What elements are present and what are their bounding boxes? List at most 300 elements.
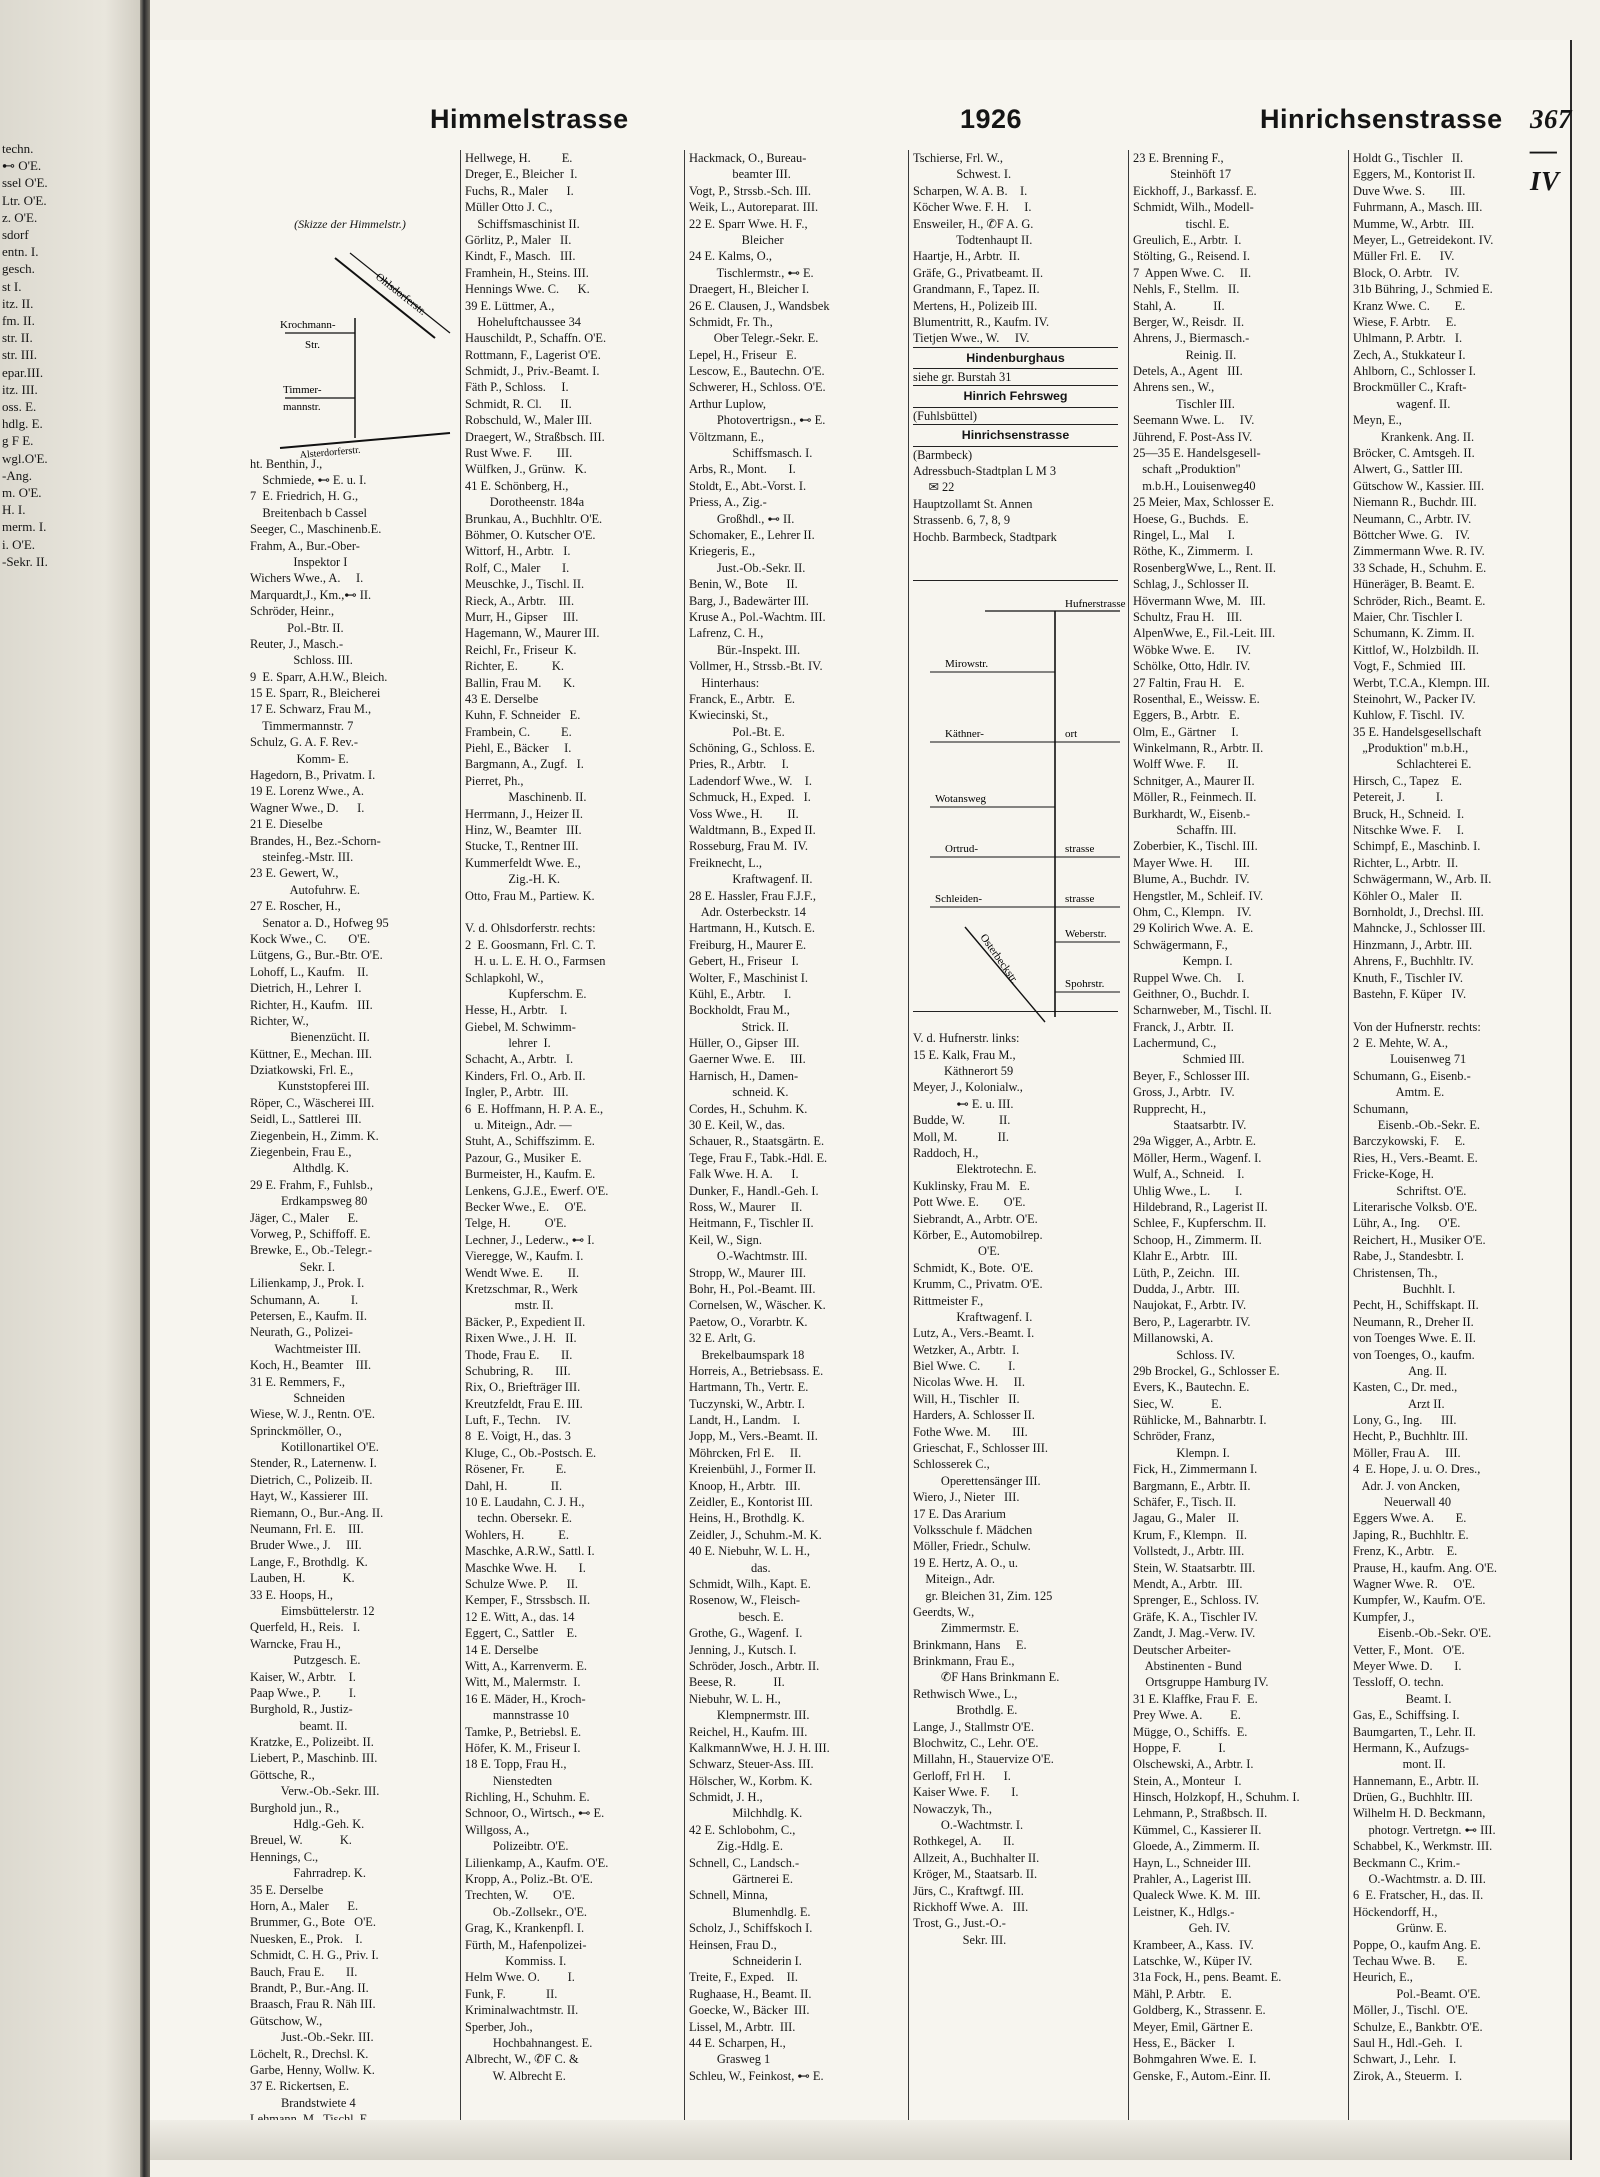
adjacent-page-line: Ltr. O'E. [2, 192, 47, 208]
directory-entry: Hirsch, C., Tapez E. [1353, 773, 1463, 788]
directory-entry: 2 E. Goosmann, Frl. C. T. [465, 937, 596, 952]
directory-entry: Wichers Wwe., A. I. [250, 571, 364, 586]
directory-entry: ht. Benthin, J., [250, 456, 323, 471]
directory-entry: Robschuld, W., Maler III. [465, 413, 592, 428]
directory-entry: Naujokat, F., Arbtr. IV. [1133, 1298, 1247, 1313]
directory-entry: Paetow, O., Vorarbtr. K. [689, 1314, 808, 1329]
directory-entry: Japing, R., Buchhltr. E. [1353, 1527, 1469, 1542]
directory-entry: Rittmeister F., [913, 1293, 984, 1308]
directory-entry: Lohoff, L., Kaufm. II. [250, 964, 369, 979]
directory-entry: Ohm, C., Klempn. IV. [1133, 904, 1252, 919]
directory-entry: Schmied III. [1133, 1052, 1245, 1067]
directory-entry: Schnitger, A., Maurer II. [1133, 773, 1255, 788]
directory-entry: Maschke Wwe. H. I. [465, 1560, 586, 1575]
directory-entry: 28 E. Hassler, Frau F.J.F., [689, 888, 816, 903]
directory-entry: Zimmermstr. E. [913, 1621, 1019, 1636]
directory-entry: Winkelmann, R., Arbtr. II. [1133, 741, 1264, 756]
directory-entry: Uhlig Wwe., L. I. [1133, 1183, 1243, 1198]
directory-entry: Ross, W., Maurer II. [689, 1200, 803, 1214]
directory-entry: Zig.-Hdlg. E. [689, 1839, 783, 1854]
directory-entry: Kittlof, W., Holzbildh. II. [1353, 642, 1479, 657]
directory-entry: 23 E. Brenning F., [1133, 151, 1224, 165]
directory-entry: Schumann, A. I. [250, 1292, 359, 1307]
directory-entry: Brunkau, A., Buchhltr. O'E. [465, 511, 603, 526]
directory-entry: Hennings Wwe. C. K. [465, 282, 590, 297]
directory-entry: von Toenges Wwe. E. II. [1353, 1331, 1476, 1346]
directory-entry: Lilienkamp, A., Kaufm. O'E. [465, 1855, 609, 1870]
directory-entry: Blume, A., Buchdr. IV. [1133, 872, 1250, 887]
directory-entry: 7 Appen Wwe. C. II. [1133, 265, 1252, 280]
directory-entry: Budde, W. II. [913, 1113, 1011, 1128]
directory-entry: Hesse, H., Arbtr. I. [465, 1003, 568, 1018]
directory-entry: Heins, H., Brothdlg. K. [689, 1511, 805, 1526]
directory-entry: von Toenges, O., kaufm. [1353, 1347, 1475, 1362]
directory-entry: 17 E. Schwarz, Frau M., [250, 702, 372, 717]
directory-entry: Rottmann, F., Lagerist O'E. [465, 347, 601, 362]
directory-entry: Lilienkamp, J., Prok. I. [250, 1276, 365, 1291]
directory-entry: Meyer, Emil, Gärtner E. [1133, 2019, 1253, 2034]
directory-entry: Zoberbier, K., Tischl. III. [1133, 839, 1258, 854]
adjacent-page-line: merm. I. [2, 519, 47, 535]
directory-entry: Poppe, O., kaufm Ang. E. [1353, 1937, 1481, 1952]
directory-entry: Schlapkohl, W., [465, 970, 544, 985]
sketch-label-mannstr: mannstr. [282, 401, 321, 414]
directory-entry: Krumm, C., Privatm. O'E. [913, 1277, 1043, 1292]
directory-entry: Ingler, P., Arbtr. III. [465, 1085, 569, 1100]
header-year: 1926 [960, 104, 1023, 134]
adjacent-page-line: wgl.O'E. [2, 450, 48, 466]
directory-entry: Operettensänger III. [913, 1473, 1041, 1488]
directory-entry: Moll, M. II. [913, 1129, 1010, 1144]
directory-entry: Richter, L., Arbtr. II. [1353, 855, 1459, 870]
directory-entry: Garbe, Henny, Wollw. K. [250, 2062, 375, 2077]
directory-entry: Schnell, Minna, [689, 1888, 768, 1903]
directory-entry: Krum, F., Klempn. II. [1133, 1527, 1247, 1542]
directory-entry: Draegert, H., Bleicher I. [689, 282, 810, 297]
header-street-right: Hinrichsenstrasse [1260, 104, 1503, 134]
column-5 [1128, 150, 1338, 2130]
directory-entry: Falk Wwe. H. A. I. [689, 1167, 799, 1182]
map-label: Schleiden- [935, 893, 983, 906]
directory-entry: Kriminalwachtmstr. II. [465, 2003, 579, 2018]
directory-entry: Lony, G., Ing. III. [1353, 1413, 1457, 1428]
directory-entry: Goecke, W., Bäcker III. [689, 2003, 810, 2018]
directory-entry: Richter, E. K. [465, 659, 564, 674]
directory-entry: Harders, A. Schlosser II. [913, 1408, 1035, 1423]
directory-entry: Autofuhrw. E. [250, 882, 361, 897]
adjacent-page-line: i. O'E. [2, 536, 36, 552]
directory-entry: Schimpf, E., Maschinb. I. [1353, 839, 1481, 854]
directory-entry: Keil, W., Sign. [689, 1232, 762, 1247]
directory-entry: Lange, F., Brothdlg. K. [250, 1554, 368, 1569]
directory-entry: Reichert, H., Musiker O'E. [1353, 1232, 1486, 1247]
directory-entry: Brandstwiete 4 [250, 2095, 356, 2110]
directory-entry: Schmidt, K., Bote. O'E. [913, 1260, 1034, 1275]
directory-entry: 40 E. Niebuhr, W. L. H., [689, 1544, 810, 1559]
directory-entry: Müller Otto J. C., [465, 200, 553, 215]
directory-entry: Lütgens, G., Bur.-Btr. O'E. [250, 948, 383, 963]
directory-entry: Siec, W. E. [1133, 1396, 1222, 1411]
directory-entry: Pecht, H., Schiffskapt. II. [1353, 1298, 1479, 1313]
directory-entry: Meyer, L., Getreidekont. IV. [1353, 232, 1494, 247]
map-label: Käthner- [945, 728, 985, 741]
directory-entry: Willgoss, A., [465, 1822, 530, 1837]
directory-entry: Hochb. Barmbeck, Stadtpark [913, 529, 1057, 544]
directory-entry: 8 E. Voigt, H., das. 3 [465, 1429, 571, 1444]
directory-entry: Schloss. IV. [1133, 1347, 1236, 1362]
directory-entry: Schwest. I. [913, 167, 1012, 182]
directory-entry: Wohlers, H. E. [465, 1527, 569, 1542]
directory-entry: Saul H., Hdl.-Geh. I. [1353, 2035, 1463, 2050]
directory-entry: Dahl, H. II. [465, 1478, 563, 1493]
directory-entry: Sprenger, E., Schloss. IV. [1133, 1593, 1259, 1608]
directory-entry: 31 E. Remmers, F., [250, 1374, 346, 1389]
directory-entry: Photovertrigsn., ⊷ E. [689, 413, 826, 428]
directory-entry: Klempn. I. [1133, 1445, 1230, 1460]
directory-entry: Schmidt, J. H., [689, 1790, 763, 1805]
map-label: Wotansweg [935, 793, 987, 806]
directory-entry: Prahler, A., Lagerist III. [1133, 1872, 1252, 1887]
directory-entry: Strick. II. [689, 1019, 789, 1034]
directory-entry: Hildebrand, R., Lagerist II. [1133, 1200, 1268, 1214]
directory-entry [465, 904, 674, 920]
adjacent-page-line: st I. [2, 278, 22, 294]
map-label: Ortrud- [945, 843, 979, 856]
directory-entry: Knoop, H., Arbtr. III. [689, 1478, 801, 1493]
directory-entry: Qualeck Wwe. K. M. III. [1133, 1888, 1261, 1903]
directory-entry: Bastehn, F. Küper IV. [1353, 986, 1467, 1001]
directory-entry: Krankenk. Ang. II. [1353, 429, 1475, 444]
directory-entry: 6 E. Hoffmann, H. P. A. E., [465, 1101, 604, 1116]
directory-entry: Fricke-Koge, H. [1353, 1167, 1434, 1182]
directory-entry: Von der Hufnerstr. rechts: [1353, 1019, 1481, 1034]
directory-entry: Treite, F., Exped. II. [689, 1970, 799, 1985]
directory-entry: Schlag, J., Schlosser II. [1133, 577, 1249, 592]
directory-entry: Fürth, M., Hafenpolizei- [465, 1937, 587, 1952]
directory-entry: Wülfken, J., Grünw. K. [465, 462, 587, 477]
directory-entry: Schacht, A., Arbtr. I. [465, 1052, 574, 1067]
directory-entry: Raddoch, H., [913, 1145, 979, 1160]
directory-entry: Klahr E., Arbtr. III. [1133, 1249, 1238, 1264]
directory-entry: Trechten, W. O'E. [465, 1888, 575, 1903]
sketch-label-str: Str. [304, 339, 320, 352]
directory-entry: 33 E. Hoops, H., [250, 1587, 333, 1602]
directory-entry: Löchelt, R., Drechsl. K. [250, 2046, 369, 2061]
directory-entry: das. [689, 1560, 771, 1575]
section-heading: Hindenburghaus [913, 347, 1118, 369]
book-fold [140, 0, 150, 2177]
directory-entry: Lepel, H., Friseur E. [689, 347, 797, 362]
directory-entry: AlpenWwe, E., Fil.-Leit. III. [1133, 626, 1276, 641]
directory-entry: ✉ 22 [913, 480, 955, 495]
directory-entry: Sprinckmöller, O., [250, 1423, 342, 1438]
adjacent-page-line: sdorf [2, 227, 29, 243]
directory-entry: Senator a. D., Hofweg 95 [250, 915, 389, 930]
directory-entry: 35 E. Derselbe [250, 1882, 324, 1897]
directory-entry: Techau Wwe. B. E. [1353, 1953, 1468, 1968]
directory-entry: Braasch, Frau R. Näh III. [250, 1997, 376, 2012]
directory-entry: Eggers, B., Arbtr. E. [1133, 708, 1240, 723]
directory-entry: Grag, K., Krankenpfl. I. [465, 1921, 585, 1936]
adjacent-page-line: z. O'E. [2, 209, 38, 225]
directory-entry: Dreger, E., Bleicher I. [465, 167, 578, 182]
directory-entry: Lutz, A., Vers.-Beamt. I. [913, 1326, 1035, 1341]
directory-entry: Rust Wwe. F. III. [465, 446, 573, 461]
directory-entry: Schnell, C., Landsch.- [689, 1855, 800, 1870]
directory-entry: Wulf, A., Schneid. I. [1133, 1167, 1245, 1182]
directory-entry: Komm- E. [250, 751, 349, 766]
sketch-caption: (Skizze der Himmelstr.) [294, 216, 406, 231]
directory-entry: siehe gr. Burstah 31 [913, 370, 1012, 385]
directory-entry: Marquardt,J., Km.,⊷ II. [250, 587, 372, 602]
directory-entry: Wagner Wwe., D. I. [250, 800, 365, 815]
directory-entry: KalkmannWwe, H. J. H. III. [689, 1740, 830, 1755]
adjacent-page-line: -Sekr. II. [2, 553, 48, 569]
directory-entry: Brinkmann, Hans E. [913, 1637, 1027, 1652]
directory-entry: 16 E. Mäder, H., Kroch- [465, 1691, 586, 1706]
directory-entry: Strassenb. 6, 7, 8, 9 [913, 513, 1011, 528]
directory-entry: Schubring, R. III. [465, 1363, 571, 1378]
directory-entry: Piehl, E., Bäcker I. [465, 741, 572, 756]
street-sketch [250, 183, 450, 462]
directory-entry: Bockholdt, Frau M., [689, 1003, 790, 1018]
directory-entry: Christensen, Th., [1353, 1265, 1438, 1280]
directory-entry: Richling, H., Schuhm. E. [465, 1790, 590, 1805]
directory-entry: Hüller, O., Gipser III. [689, 1036, 800, 1051]
directory-entry: Hoese, G., Buchds. E. [1133, 511, 1249, 526]
directory-entry: Inspektor I [250, 554, 348, 569]
directory-entry: Milchhdlg. K. [689, 1806, 803, 1821]
directory-entry: 19 E. Hertz, A. O., u. [913, 1555, 1018, 1570]
directory-entry: Rosseburg, Frau M. IV. [689, 839, 808, 854]
directory-entry: Stropp, W., Maurer III. [689, 1265, 807, 1280]
directory-entry: Hinsch, Holzkopf, H., Schuhm. I. [1133, 1790, 1300, 1805]
directory-entry: Ahrens, J., Biermasch.- [1133, 331, 1250, 346]
directory-entry: Gas, E., Schiffsing. I. [1353, 1708, 1460, 1723]
directory-entry: Bienenzücht. II. [250, 1030, 370, 1045]
directory-entry: Zeidler, J., Schuhm.-M. K. [689, 1527, 822, 1542]
directory-entry: Schmiede, ⊷ E. u. I. [250, 473, 367, 488]
directory-entry: mstr. II. [465, 1298, 554, 1313]
directory-entry: Goldberg, K., Strassenr. E. [1133, 2003, 1266, 2018]
directory-entry: Hartmann, H., Kutsch. E. [689, 921, 815, 936]
directory-entry: Elektrotechn. E. [913, 1162, 1037, 1177]
directory-entry: Gräfe, G., Privatbeamt. II. [913, 265, 1044, 280]
directory-entry: 27 Faltin, Frau H. E. [1133, 675, 1245, 690]
directory-entry: Sekr. III. [913, 1932, 1007, 1947]
directory-entry: Vollstedt, J., Arbtr. III. [1133, 1544, 1245, 1559]
directory-entry: Geithner, O., Buchdr. I. [1133, 986, 1250, 1001]
directory-entry: Schneiderin I. [689, 1953, 802, 1968]
directory-entry: Genske, F., Autom.-Einr. II. [1133, 2068, 1271, 2083]
directory-entry: Seidl, L., Sattlerei III. [250, 1112, 362, 1127]
directory-entry: Pol.-Beamt. O'E. [1353, 1986, 1481, 2001]
directory-entry: Luft, F., Techn. IV. [465, 1413, 571, 1428]
directory-entry: Kinders, Frl. O., Arb. II. [465, 1068, 586, 1083]
directory-entry: Adressbuch-Stadtplan L M 3 [913, 464, 1057, 479]
directory-entry: Brummer, G., Bote O'E. [250, 1915, 376, 1930]
directory-entry: Ang. II. [1353, 1363, 1447, 1378]
directory-entry: Kunststopferei III. [250, 1079, 370, 1094]
directory-entry: Hinzmann, J., Arbtr. III. [1353, 937, 1473, 952]
directory-entry: Mendt, A., Arbtr. III. [1133, 1576, 1243, 1591]
directory-entry: 22 E. Sparr Wwe. H. F., [689, 216, 808, 231]
directory-entry: Bauch, Frau E. II. [250, 1964, 358, 1979]
directory-entry: Nitschke Wwe. F. I. [1353, 823, 1464, 838]
directory-entry: Miteign., Adr. [913, 1572, 995, 1587]
directory-entry: schneid. K. [689, 1085, 789, 1100]
directory-entry: Arbs, R., Mont. I. [689, 462, 796, 477]
directory-entry: Bruck, H., Schneid. I. [1353, 806, 1465, 821]
directory-entry: Hess, E., Bäcker I. [1133, 2035, 1235, 2050]
directory-entry: Eisenb.-Ob.-Sekr. O'E. [1353, 1626, 1492, 1641]
directory-entry: Maschinenb. II. [465, 790, 587, 805]
directory-entry: Voss Wwe., H. II. [689, 806, 799, 821]
adjacent-page-line: m. O'E. [2, 485, 42, 501]
directory-entry: Hennings, C., [250, 1849, 319, 1864]
directory-entry: Burkhardt, W., Eisenb.- [1133, 806, 1251, 821]
directory-entry: Kindt, F., Masch. III. [465, 249, 576, 264]
directory-entry: Olm, E., Gärtner I. [1133, 724, 1239, 739]
directory-entry: Gloede, A., Zimmerm. II. [1133, 1839, 1260, 1854]
directory-entry: Rolf, C., Maler I. [465, 560, 570, 575]
directory-entry: Ruppel Wwe. Ch. I. [1133, 970, 1245, 985]
directory-entry: Scharpen, W. A. B. I. [913, 183, 1028, 198]
directory-entry: Otto, Frau M., Partiew. K. [465, 888, 595, 903]
directory-entry: Schröder, Heinr., [250, 604, 335, 619]
adjacent-page-line: ⊷ O'E. [2, 158, 42, 174]
directory-entry: Bäcker, P., Expedient II. [465, 1314, 586, 1329]
directory-entry: Schwarz, Steuer-Ass. III. [689, 1757, 814, 1772]
adjacent-page-line: str. II. [2, 330, 33, 346]
directory-entry: Vetter, F., Mont. O'E. [1353, 1642, 1465, 1657]
directory-entry: 26 E. Clausen, J., Wandsbek [689, 298, 830, 313]
directory-entry: Ries, H., Vers.-Beamt. E. [1353, 1150, 1478, 1165]
directory-entry: Pol.-Btr. II. [250, 620, 344, 635]
directory-entry: mannstrasse 10 [465, 1708, 569, 1723]
directory-entry: Steinohrt, W., Packer IV. [1353, 691, 1476, 706]
directory-entry: 4 E. Hope, J. u. O. Dres., [1353, 1462, 1481, 1477]
directory-entry: Ballin, Frau M. K. [465, 675, 576, 690]
directory-entry: Schoop, H., Zimmerm. II. [1133, 1232, 1262, 1247]
directory-entry: 35 E. Handelsgesellschaft [1353, 724, 1482, 739]
directory-entry: Lühr, A., Ing. O'E. [1353, 1216, 1461, 1231]
directory-entry: V. d. Ohlsdorferstr. rechts: [465, 921, 596, 936]
directory-entry: Lange, J., Stallmstr O'E. [913, 1719, 1034, 1734]
directory-entry: Ahlborn, C., Schlosser I. [1353, 364, 1476, 379]
directory-entry: Tessloff, O. techn. [1353, 1675, 1444, 1690]
street-map [913, 580, 1126, 1012]
directory-entry: Rösener, Fr. E. [465, 1462, 567, 1477]
directory-entry: Ahrens, F., Buchhltr. IV. [1353, 954, 1474, 969]
directory-columns [250, 150, 1570, 2130]
directory-entry: Mahncke, J., Schlosser III. [1353, 921, 1486, 936]
directory-entry: Wiero, J., Nieter III. [913, 1490, 1020, 1505]
directory-entry: 32 E. Arlt, G. [689, 1331, 756, 1346]
directory-entry: Millahn, H., Stauervize O'E. [913, 1752, 1054, 1767]
directory-entry: V. d. Hufnerstr. links: [913, 1031, 1020, 1046]
directory-entry: Knuth, F., Tischler IV. [1353, 970, 1463, 985]
directory-entry: Millanowski, A. [1133, 1331, 1214, 1346]
directory-entry: Warncke, Frau H., [250, 1636, 341, 1651]
directory-entry: Detels, A., Agent III. [1133, 364, 1243, 379]
directory-entry: Dietrich, H., Lehrer I. [250, 981, 362, 996]
directory-entry: Brockmüller C., Kraft- [1353, 380, 1467, 395]
directory-entry: Möller, Frau A. III. [1353, 1445, 1461, 1460]
directory-entry: Hellwege, H. E. [465, 151, 573, 165]
map-label: Weberstr. [1065, 928, 1107, 941]
directory-entry: Dudda, J., Arbtr. III. [1133, 1281, 1240, 1296]
directory-entry: W. Albrecht E. [465, 2068, 566, 2083]
header-street-left: Himmelstrasse [430, 104, 629, 134]
directory-entry: Trost, G., Just.-O.- [913, 1916, 1006, 1931]
sketch-label-alsterdorferstr: Alsterdorferstr. [299, 445, 361, 462]
directory-entry: Hayt, W., Kassierer III. [250, 1489, 369, 1504]
directory-entry: Zimmermann Wwe. R. IV. [1353, 544, 1485, 559]
directory-entry: Schwägermann, F., [1133, 937, 1228, 952]
directory-entry: Rosenow, W., Fleisch- [689, 1593, 801, 1608]
directory-entry: Kumpfer, J., [1353, 1609, 1415, 1624]
directory-entry: Vorweg, P., Schiffoff. E. [250, 1226, 371, 1241]
directory-entry: Kraftwagenf. I. [913, 1309, 1033, 1324]
directory-entry: Röper, C., Wäscherei III. [250, 1095, 375, 1110]
directory-entry: Staatsarbtr. IV. [1133, 1118, 1247, 1133]
directory-entry: Schwägermann, W., Arb. II. [1353, 872, 1492, 887]
directory-entry: RosenbergWwe, L., Rent. II. [1133, 560, 1276, 575]
directory-entry: Beamt. I. [1353, 1691, 1452, 1706]
directory-entry: Tuczynski, W., Arbtr. I. [689, 1396, 805, 1411]
directory-entry: 39 E. Lüttmer, A., [465, 298, 555, 313]
sketch-label-ohlsdorferstr: Ohlsdorferstr. [372, 271, 429, 319]
directory-entry: Witt, M., Malermstr. I. [465, 1675, 581, 1690]
directory-entry: Priess, A., Zig.- [689, 495, 767, 510]
directory-entry: Schnoor, O., Wirtsch., ⊷ E. [465, 1806, 605, 1821]
directory-entry: Hartmann, Th., Vertr. E. [689, 1380, 809, 1395]
directory-entry: Geh. IV. [1133, 1921, 1231, 1936]
directory-entry: Kwiecinski, St., [689, 708, 769, 723]
directory-entry: Pol.-Bt. E. [689, 724, 785, 739]
header-page-number: 367—IV [1530, 104, 1572, 196]
directory-entry: Ob.-Zollsekr., O'E. [465, 1904, 587, 1919]
directory-entry: Burghold jun., R., [250, 1800, 340, 1815]
directory-entry: Grandmann, F., Tapez. II. [913, 282, 1040, 297]
directory-entry: Tischlermstr., ⊷ E. [689, 265, 814, 280]
directory-entry: Lescow, E., Bautechn. O'E. [689, 364, 825, 379]
column-2 [460, 150, 674, 2130]
directory-entry: Köcher Wwe. F. H. I. [913, 200, 1032, 215]
directory-entry: Freiburg, H., Maurer E. [689, 937, 807, 952]
adjacent-page-line: fm. II. [2, 313, 35, 329]
directory-entry: 29 Kolirich Wwe. A. E. [1133, 921, 1254, 936]
directory-entry: Schriftst. O'E. [1353, 1183, 1467, 1198]
directory-entry: Kupferschm. E. [465, 986, 587, 1001]
directory-entry: Fick, H., Zimmermann I. [1133, 1462, 1258, 1477]
directory-entry: Just.-Ob.-Sekr. II. [689, 560, 806, 575]
directory-entry: Literarische Volksb. O'E. [1353, 1200, 1478, 1214]
directory-entry: Berger, W., Reisdr. II. [1133, 314, 1245, 329]
directory-entry: Hoppe, F. I. [1133, 1740, 1226, 1755]
directory-entry: 25 Meier, Max, Schlosser E. [1133, 495, 1274, 510]
directory-entry: Eisenb.-Ob.-Sekr. E. [1353, 1118, 1480, 1133]
directory-entry: Wetzker, A., Arbtr. I. [913, 1342, 1020, 1357]
directory-entry: Jenning, J., Kutsch. I. [689, 1642, 797, 1657]
directory-entry: Kruse A., Pol.-Wachtm. III. [689, 609, 826, 624]
directory-entry: Rosenthal, E., Weissw. E. [1133, 691, 1260, 706]
directory-entry: Hengstler, M., Schleif. IV. [1133, 888, 1264, 903]
directory-entry: Hauschildt, P., Schaffn. O'E. [465, 331, 607, 346]
directory-entry: Ensweiler, H., ✆F A. G. [913, 216, 1034, 231]
directory-entry: Louisenweg 71 [1353, 1052, 1467, 1067]
